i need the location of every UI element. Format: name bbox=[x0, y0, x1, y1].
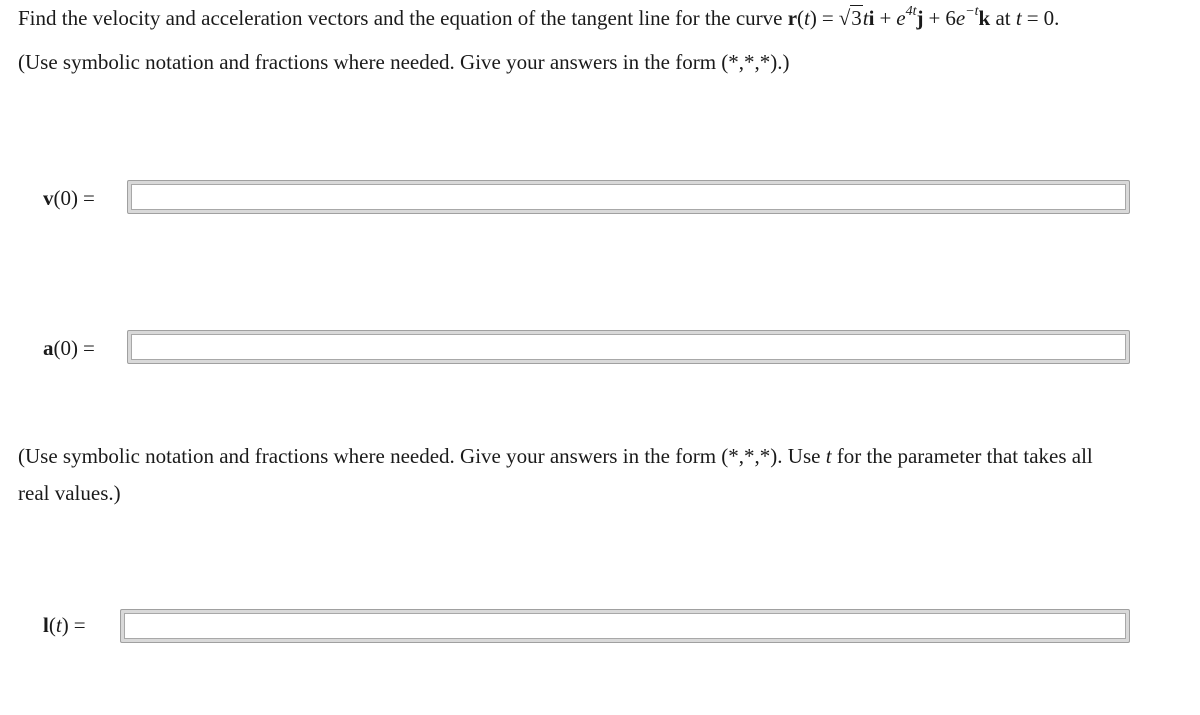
at-text: at bbox=[995, 6, 1011, 30]
velocity-label bbox=[43, 184, 100, 212]
equals-sign: = bbox=[821, 6, 834, 30]
unit-i: i bbox=[868, 6, 875, 30]
acceleration-eq: = bbox=[83, 336, 95, 360]
term1-variable: t bbox=[862, 6, 869, 30]
exponent-1: 4t bbox=[905, 4, 917, 19]
t-variable-2: t bbox=[1015, 6, 1022, 30]
tangent-line-input[interactable] bbox=[120, 609, 1130, 643]
velocity-eq: = bbox=[83, 186, 95, 210]
tangent-line-label: l(t) = bbox=[43, 611, 91, 639]
plus-sign-2: + bbox=[928, 6, 941, 30]
sqrt-argument: 3 bbox=[851, 6, 862, 30]
e-symbol-2: e bbox=[955, 6, 966, 30]
unit-j: j bbox=[916, 6, 924, 30]
e-symbol-1: e bbox=[896, 6, 906, 30]
parameter-t: t bbox=[825, 444, 832, 468]
acceleration-fn: a bbox=[43, 336, 54, 360]
plus-sign-1: + bbox=[879, 6, 892, 30]
velocity-input[interactable] bbox=[127, 180, 1130, 214]
t-variable: t bbox=[804, 6, 810, 30]
acceleration-arg: (0) bbox=[53, 336, 78, 360]
equals-sign-2: = bbox=[1026, 6, 1039, 30]
acceleration-input[interactable] bbox=[127, 330, 1130, 364]
r-symbol: r bbox=[787, 6, 798, 30]
sqrt-symbol: √3 bbox=[838, 6, 862, 30]
tangent-line-fn: l bbox=[43, 613, 49, 637]
problem-statement: Find the velocity and acceleration vectors and the equation of the tangent line for the curve $r(t) = √3ti + e^{4t}j + 6e^{-t}k$ at t = 0. bbox=[18, 3, 1059, 33]
problem-prefix: Find the velocity and acceleration vectors and the equation of the tangent line for the curve bbox=[18, 6, 788, 30]
t-value: 0. bbox=[1043, 6, 1060, 30]
instructions-first: (Use symbolic notation and fractions where needed. Give your answers in the form (*,*,*).) bbox=[18, 50, 790, 74]
instructions-second-line2: real values.) bbox=[18, 481, 121, 505]
velocity-fn: v bbox=[43, 186, 54, 210]
tangent-line-param: t bbox=[55, 613, 62, 637]
velocity-arg: (0) bbox=[53, 186, 78, 210]
unit-k: k bbox=[978, 6, 991, 30]
acceleration-label bbox=[43, 334, 100, 362]
tangent-line-eq: = bbox=[73, 613, 86, 637]
instructions-second-line1: (Use symbolic notation and fractions where needed. Give your answers in the form (*,*,*). Use t for the parameter that takes all bbox=[18, 444, 1093, 468]
exponent-2: −t bbox=[965, 4, 979, 19]
coefficient-3: 6 bbox=[945, 6, 956, 30]
